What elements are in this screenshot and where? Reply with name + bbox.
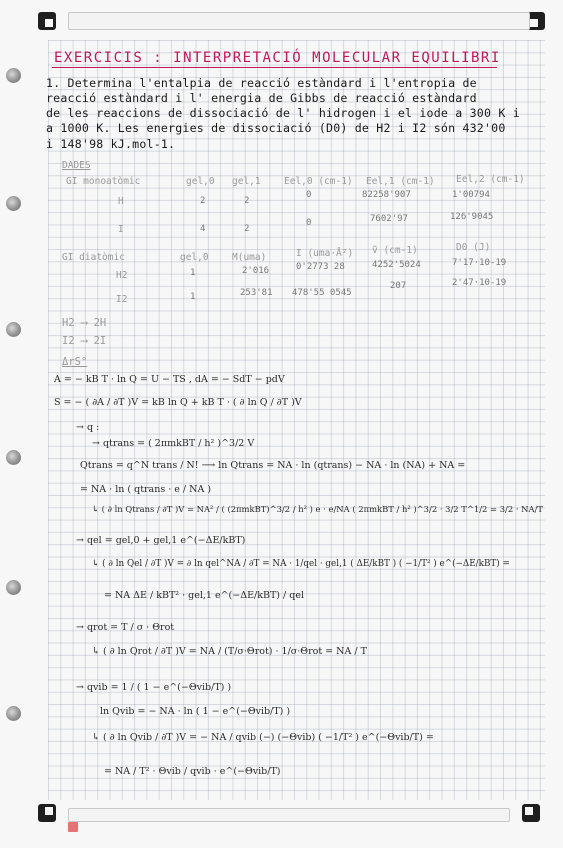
equation-line: → qrot = T / σ · Θrot — [76, 622, 175, 633]
page-title: EXERCICIS : INTERPRETACIÓ MOLECULAR EQUILIBRI — [54, 50, 501, 66]
table-cell: 1'00794 — [452, 190, 490, 200]
equation-line: → q : — [76, 422, 100, 433]
table-cell: 126'9045 — [450, 212, 494, 222]
equation-line: ln Qvib = − NA · ln ( 1 − e^(−Θvib/T) ) — [100, 706, 291, 717]
corner-marker-icon — [522, 804, 540, 822]
table-cell: 207 — [390, 281, 407, 291]
equation-line: A = − kB T · ln Q = U − TS , dA = − SdT − pdV — [54, 374, 285, 385]
table-header-cell: gel,1 — [232, 176, 261, 187]
binder-hole-icon — [6, 322, 21, 337]
table-cell: 2'47·10-19 — [452, 278, 507, 288]
equation-line: → qtrans = ( 2πmkBT / h² )^3/2 V — [92, 438, 255, 449]
table-header-cell: gel,0 — [180, 252, 209, 263]
header-field — [68, 12, 530, 30]
section-heading: ΔrS° — [62, 356, 88, 368]
table-cell: 82258'907 — [362, 190, 411, 200]
equation-line: = NA · ln ( qtrans · e / NA ) — [80, 484, 212, 495]
left-margin — [0, 0, 48, 848]
problem-line: a 1000 K. Les energies de dissociació (D0) de H2 i I2 són 432'00 — [46, 121, 506, 135]
table-header-cell: D0 (J) — [456, 242, 491, 253]
table-cell: 2 — [200, 196, 206, 206]
table-cell: 4252'5024 — [372, 260, 421, 270]
equation-line: → qvib = 1 / ( 1 − e^(−Θvib/T) ) — [76, 682, 232, 693]
table-cell: 253'81 — [240, 288, 273, 298]
table-header-cell: M(uma) — [232, 252, 267, 263]
footer-field — [68, 808, 510, 822]
table-header-cell: gel,0 — [186, 176, 215, 187]
equation-line: = NA ΔE / kBT² · gel,1 e^(−ΔE/kBT) / qel — [104, 590, 304, 601]
table-cell: 2 — [244, 224, 250, 234]
binder-hole-icon — [6, 580, 21, 595]
table-cell: I — [118, 224, 124, 235]
table-cell: 4 — [200, 224, 206, 234]
equation-line: = NA / T² · Θvib / qvib · e^(−Θvib/T) — [104, 766, 281, 777]
table-header-cell: Eel,0 (cm-1) — [284, 176, 353, 187]
table-cell: 478'55 0545 — [292, 288, 352, 298]
problem-line: reacció estàndard i l' energia de Gibbs de reacció estàndard — [46, 91, 477, 105]
table-cell: H2 — [116, 270, 128, 281]
table-header-cell: Eel,1 (cm-1) — [366, 176, 435, 187]
binder-hole-icon — [6, 450, 21, 465]
table-cell: I2 — [116, 294, 128, 305]
table-header-cell: GI diatòmic — [62, 252, 125, 263]
equation-line: ↳ ( ∂ ln Qel / ∂T )V = ∂ ln qel^NA / ∂T = NA · 1/qel · gel,1 ( ΔE/kBT ) ( −1/T² ) e^(−ΔE/kBT) = — [92, 559, 510, 569]
problem-line: i 148'98 kJ.mol-1. — [46, 137, 176, 151]
equation-line: S = − ( ∂A / ∂T )V = kB ln Q + kB T · ( ∂ ln Q / ∂T )V — [54, 397, 302, 408]
right-margin — [545, 0, 563, 848]
table-cell: 2'016 — [242, 266, 270, 276]
equation-line: Qtrans = q^N trans / N! ⟶ ln Qtrans = NA · ln (qtrans) − NA · ln (NA) + NA = — [80, 460, 466, 471]
table-header-cell: I (uma·Å²) — [296, 248, 354, 259]
equation-line: ↳ ( ∂ ln Qrot / ∂T )V = NA / (T/σ·Θrot) · 1/σ·Θrot = NA / T — [92, 646, 367, 657]
equation-line: ↳ ( ∂ ln Qvib / ∂T )V = − NA / qvib (−) (−Θvib) ( −1/T² ) e^(−Θvib/T) = — [92, 732, 434, 743]
table-header-cell: ṽ (cm-1) — [372, 245, 418, 256]
reaction-line: I2 ⟶ 2I — [62, 335, 107, 347]
table-header-cell: GI monoatòmic — [66, 176, 141, 187]
title-underline — [52, 67, 497, 68]
problem-line: de les reaccions de dissociació de l' hidrogen i el iode a 300 K i — [46, 106, 520, 120]
binder-hole-icon — [6, 68, 21, 83]
table-cell: 0 — [306, 190, 312, 200]
equation-line: ↳ ( ∂ ln Qtrans / ∂T )V = NA² / ( (2πmkBT)^3/2 / h² ) e · e/NA ( 2πmkBT / h² )^3/2 · 3/2 T^1/2 = 3/2 · NA/T — [92, 504, 543, 514]
corner-marker-icon — [38, 12, 56, 30]
color-tab — [68, 822, 78, 832]
table-cell: 1 — [190, 268, 196, 278]
corner-marker-icon — [38, 804, 56, 822]
binder-hole-icon — [6, 196, 21, 211]
binder-hole-icon — [6, 706, 21, 721]
table-cell: H — [118, 196, 124, 207]
table-cell: 7'17·10-19 — [452, 258, 507, 268]
equation-line: → qel = gel,0 + gel,1 e^(−ΔE/kBT) — [76, 535, 246, 546]
table-cell: 7602'97 — [370, 214, 408, 224]
table-header-cell: Eel,2 (cm-1) — [456, 174, 525, 185]
reaction-line: H2 ⟶ 2H — [62, 317, 107, 329]
data-heading: DADES — [62, 160, 91, 171]
table-cell: 2 — [244, 196, 250, 206]
table-cell: 0 — [306, 218, 312, 228]
problem-line: 1. Determina l'entalpia de reacció estàndard i l'entropia de — [46, 76, 477, 90]
table-cell: 0'2773 28 — [296, 262, 345, 272]
table-cell: 1 — [190, 292, 196, 302]
